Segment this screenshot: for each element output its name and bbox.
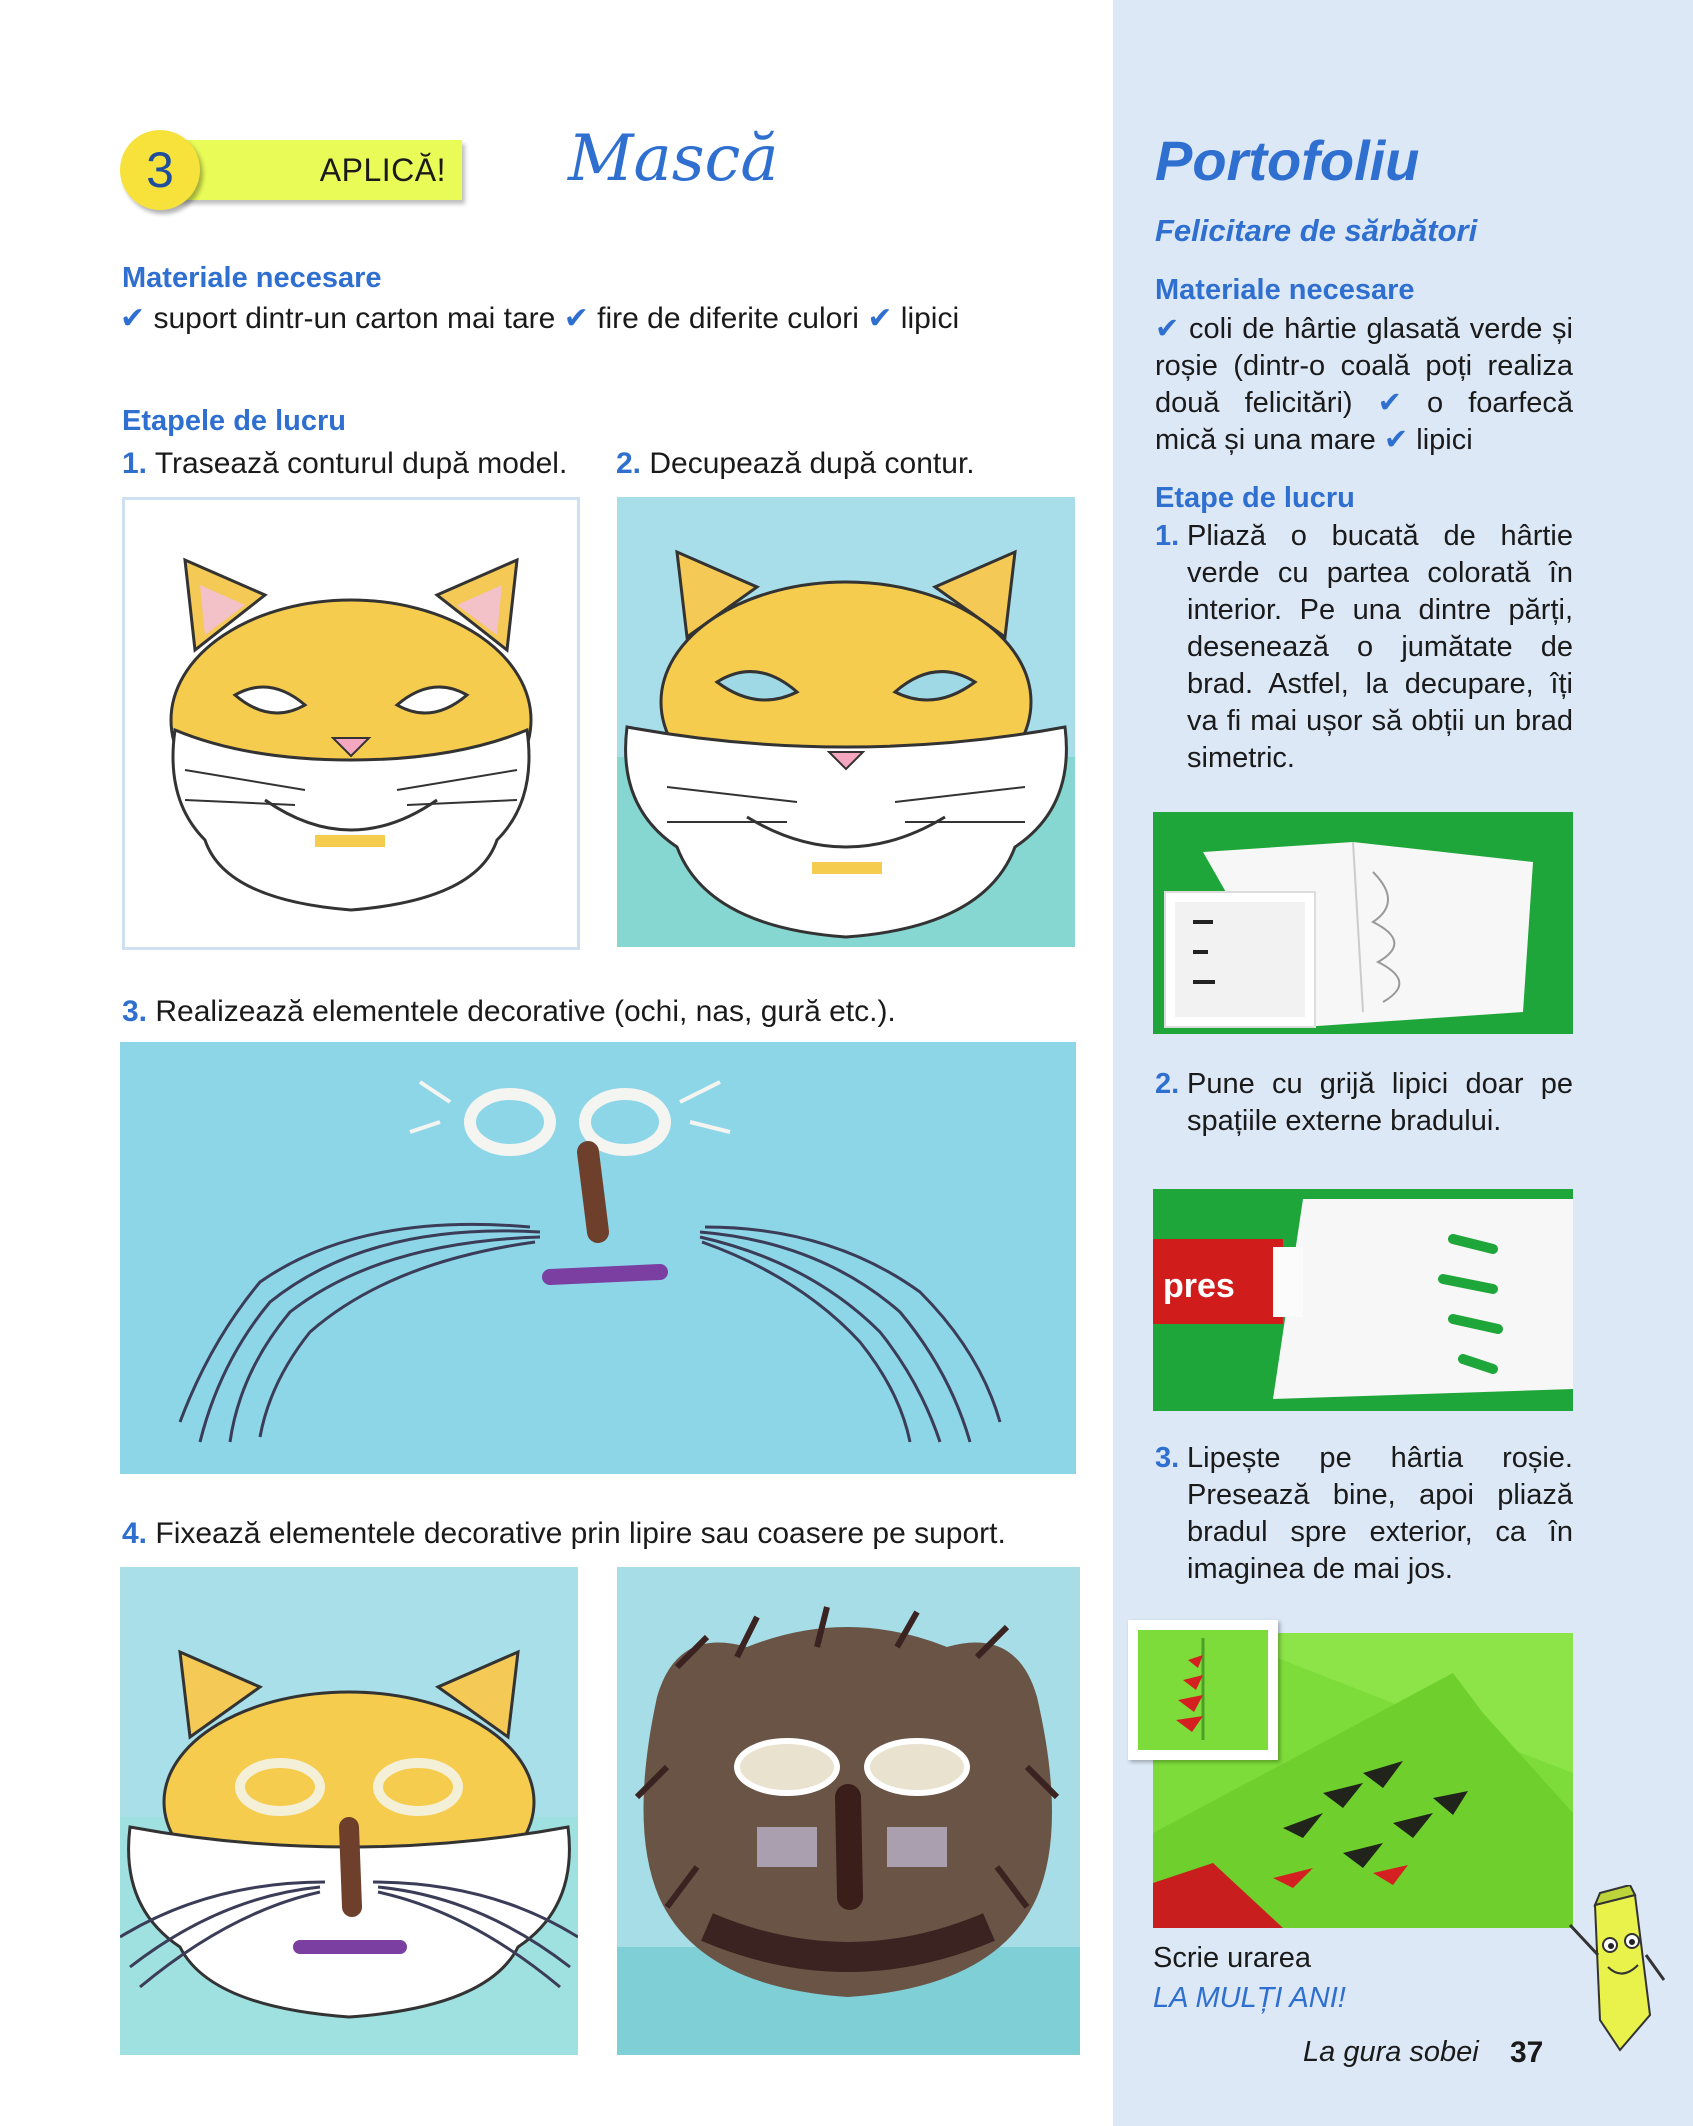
step-2 xyxy=(616,445,975,483)
folded-paper-image xyxy=(1153,812,1573,1034)
wish-label: Scrie urarea xyxy=(1153,1942,1311,1974)
step-text: Pune cu grijă lipici doar pe spațiile externe bradului. xyxy=(1187,1068,1573,1137)
material-item: lipici xyxy=(900,302,960,335)
step-number: 3. xyxy=(122,995,148,1028)
glue-stick-image xyxy=(1153,1189,1573,1411)
step-number: 2. xyxy=(616,447,642,480)
sidebar-step-3 xyxy=(1155,1440,1573,1588)
tree-card-inset-image xyxy=(1128,1620,1278,1760)
material-item: lipici xyxy=(1416,424,1473,456)
step-1 xyxy=(122,445,567,483)
cat-template-image xyxy=(122,497,580,950)
steps-heading: Etapele de lucru xyxy=(122,405,347,437)
material-item: o foarfecă mică și una mare xyxy=(1155,387,1573,456)
sidebar-title: Portofoliu xyxy=(1155,129,1420,192)
check-icon: ✔ xyxy=(1377,387,1402,419)
materials-list xyxy=(120,300,959,338)
sidebar-step-1 xyxy=(1155,518,1573,777)
badge-number: 3 xyxy=(120,130,200,210)
step-number: 2. xyxy=(1155,1068,1180,1100)
sidebar-step-2 xyxy=(1155,1066,1573,1140)
step-text: Trasează conturul după model. xyxy=(154,447,568,480)
step-number: 1. xyxy=(122,447,148,480)
check-icon: ✔ xyxy=(1155,313,1180,345)
materials-heading: Materiale necesare xyxy=(122,262,382,294)
glue-brand-text: pres xyxy=(1163,1267,1235,1305)
page-title: Mască xyxy=(568,122,779,196)
sidebar-subtitle: Felicitare de sărbători xyxy=(1155,213,1478,248)
decorative-elements-image xyxy=(120,1042,1076,1474)
badge-label: APLICĂ! xyxy=(319,152,446,188)
step-4 xyxy=(122,1515,1006,1553)
step-number: 4. xyxy=(122,1517,148,1550)
wish-text: LA MULȚI ANI! xyxy=(1153,1982,1346,2014)
material-item: coli de hârtie glasată verde și roșie (dintr-o coală poți realiza două felicitări) xyxy=(1155,313,1573,419)
step-text: Fixează elementele decorative prin lipire sau coasere pe suport. xyxy=(155,1517,1006,1550)
check-icon: ✔ xyxy=(563,302,589,335)
step-number: 1. xyxy=(1155,520,1180,552)
finished-mask-image-1 xyxy=(120,1567,578,2055)
step-text: Decupează după contur. xyxy=(649,447,975,480)
page-number: 37 xyxy=(1510,2036,1544,2069)
step-text: Realizează elementele decorative (ochi, nas, gură etc.). xyxy=(155,995,896,1028)
check-icon: ✔ xyxy=(1383,424,1409,456)
step-text: Lipește pe hârtia roșie. Presează bine, apoi pliază bradul spre exterior, ca în imaginea de mai jos. xyxy=(1187,1442,1573,1585)
step-number: 3. xyxy=(1155,1442,1180,1474)
sidebar-steps-heading: Etape de lucru xyxy=(1155,482,1355,514)
finished-mask-image-2 xyxy=(617,1567,1080,2055)
check-icon: ✔ xyxy=(867,302,893,335)
material-item: fire de diferite culori xyxy=(597,302,859,335)
sidebar-materials-list xyxy=(1155,311,1573,459)
step-text: Pliază o bucată de hârtie verde cu partea colorată în interior. Pe una dintre părți, desenează o jumătate de brad. Astfel, la decupare, îți va fi mai ușor să obții un brad simetric. xyxy=(1187,520,1573,774)
section-title: La gura sobei xyxy=(1303,2036,1479,2068)
sidebar-materials-heading: Materiale necesare xyxy=(1155,274,1415,306)
material-item: suport dintr-un carton mai tare xyxy=(153,302,556,335)
cat-cutout-image xyxy=(617,497,1075,947)
step-3 xyxy=(122,993,896,1031)
pencil-mascot-icon xyxy=(1560,1885,1665,2055)
check-icon: ✔ xyxy=(120,302,146,335)
